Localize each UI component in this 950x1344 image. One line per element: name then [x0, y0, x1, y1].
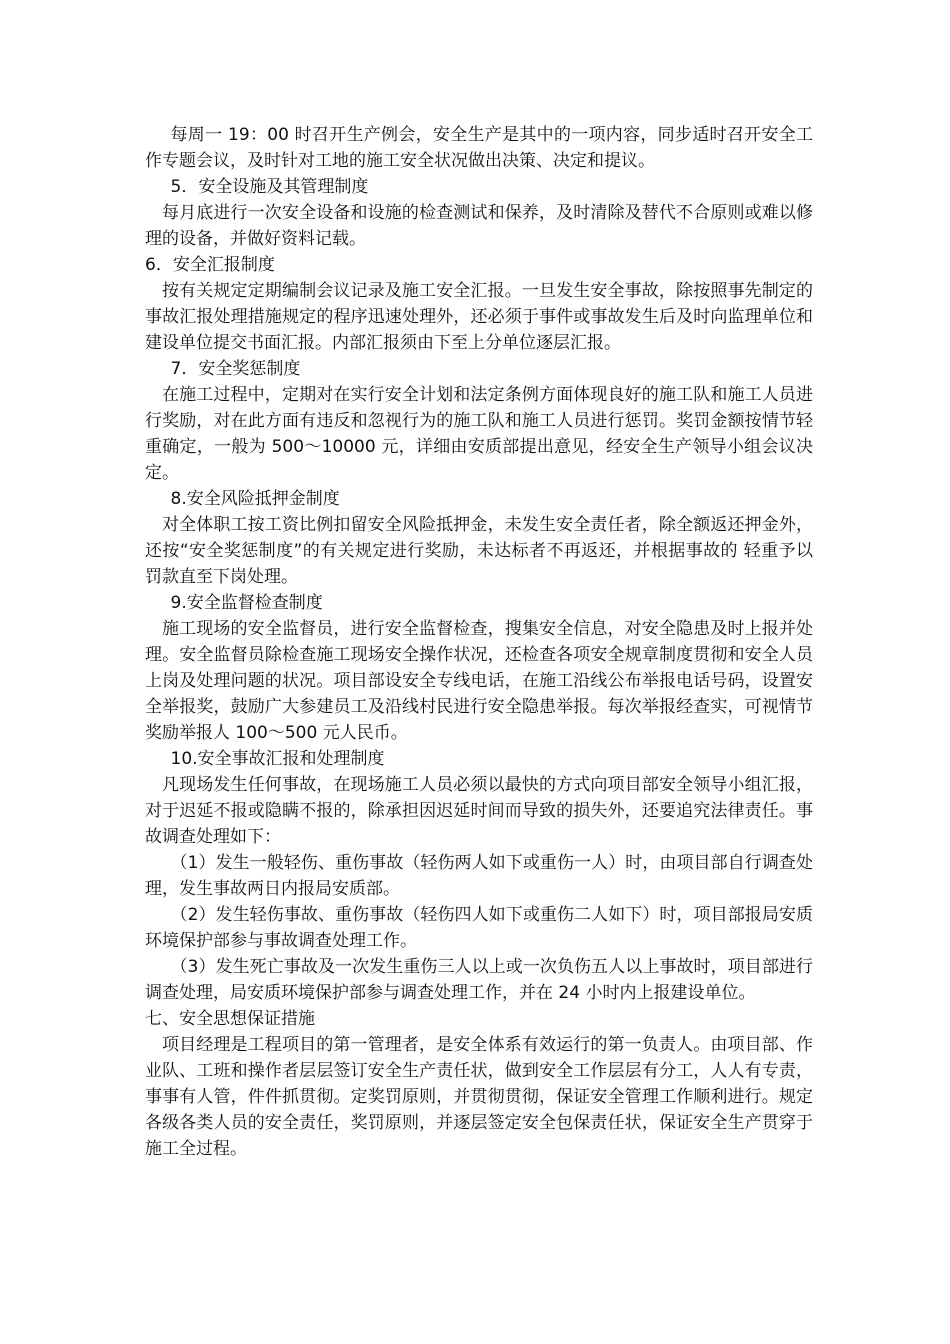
- section-heading: 6．安全汇报制度: [145, 255, 275, 275]
- body-paragraph: 项目经理是工程项目的第一管理者，是安全体系有效运行的第一负责人。由项目部、作业队、工班和操作者层层签订安全生产责任状，做到安全工作层层有分工，人人有专责，事事有人管，件件抓贯彻。定奖罚原则，并贯彻贯彻，保证安全管理工作顺利进行。规定各级各类人员的安全责任，奖罚原则，并逐层签定安全包保责任状，保证安全生产贯穿于施工全过程。: [145, 1035, 813, 1159]
- body-paragraph: 对全体职工按工资比例扣留安全风险抵押金，未发生安全责任者，除全额返还押金外，还按“安全奖惩制度”的有关规定进行奖励，未达标者不再返还，并根据事故的 轻重予以罚款直至下岗处理。: [145, 515, 813, 587]
- body-paragraph: 凡现场发生任何事故，在现场施工人员必须以最快的方式向项目部安全领导小组汇报，对于迟延不报或隐瞒不报的，除承担因迟延时间而导致的损失外，还要追究法律责任。事故调查处理如下：: [145, 775, 813, 847]
- body-paragraph: 每月底进行一次安全设备和设施的检查测试和保养，及时清除及替代不合原则或难以修理的设备，并做好资料记载。: [145, 203, 813, 249]
- section-heading: 9.安全监督检查制度: [170, 593, 323, 613]
- body-paragraph: 每周一 19：00 时召开生产例会，安全生产是其中的一项内容，同步适时召开安全工作专题会议，及时针对工地的施工安全状况做出决策、决定和提议。: [145, 125, 813, 171]
- body-paragraph: 施工现场的安全监督员，进行安全监督检查，搜集安全信息，对安全隐患及时上报并处理。安全监督员除检查施工现场安全操作状况，还检查各项安全规章制度贯彻和安全人员上岗及处理问题的状况。项目部设安全专线电话，在施工沿线公布举报电话号码，设置安全举报奖，鼓励广大参建员工及沿线村民进行安全隐患举报。每次举报经查实，可视情节奖励举报人 100～500 元人民币。: [145, 619, 813, 743]
- body-paragraph: （1）发生一般轻伤、重伤事故（轻伤两人如下或重伤一人）时，由项目部自行调查处理，发生事故两日内报局安质部。: [145, 853, 813, 899]
- section-heading: 8.安全风险抵押金制度: [170, 489, 340, 509]
- section-heading: 七、安全思想保证措施: [145, 1009, 315, 1029]
- body-paragraph: 在施工过程中，定期对在实行安全计划和法定条例方面体现良好的施工队和施工人员进行奖励，对在此方面有违反和忽视行为的施工队和施工人员进行惩罚。奖罚金额按情节轻重确定，一般为 500～10000 元，详细由安质部提出意见，经安全生产领导小组会议决定。: [145, 385, 813, 483]
- body-paragraph: （3）发生死亡事故及一次发生重伤三人以上或一次负伤五人以上事故时，项目部进行调查处理，局安质环境保护部参与调查处理工作，并在 24 小时内上报建设单位。: [145, 957, 813, 1003]
- section-heading: 7．安全奖惩制度: [170, 359, 301, 379]
- body-paragraph: 按有关规定定期编制会议记录及施工安全汇报。一旦发生安全事故，除按照事先制定的事故汇报处理措施规定的程序迅速处理外，还必须于事件或事故发生后及时向监理单位和建设单位提交书面汇报。内部汇报须由下至上分单位逐层汇报。: [145, 281, 813, 353]
- document-body: [145, 122, 813, 1162]
- section-heading: 5．安全设施及其管理制度: [170, 177, 369, 197]
- section-heading: 10.安全事故汇报和处理制度: [170, 749, 385, 769]
- body-paragraph: （2）发生轻伤事故、重伤事故（轻伤四人如下或重伤二人如下）时，项目部报局安质环境保护部参与事故调查处理工作。: [145, 905, 813, 951]
